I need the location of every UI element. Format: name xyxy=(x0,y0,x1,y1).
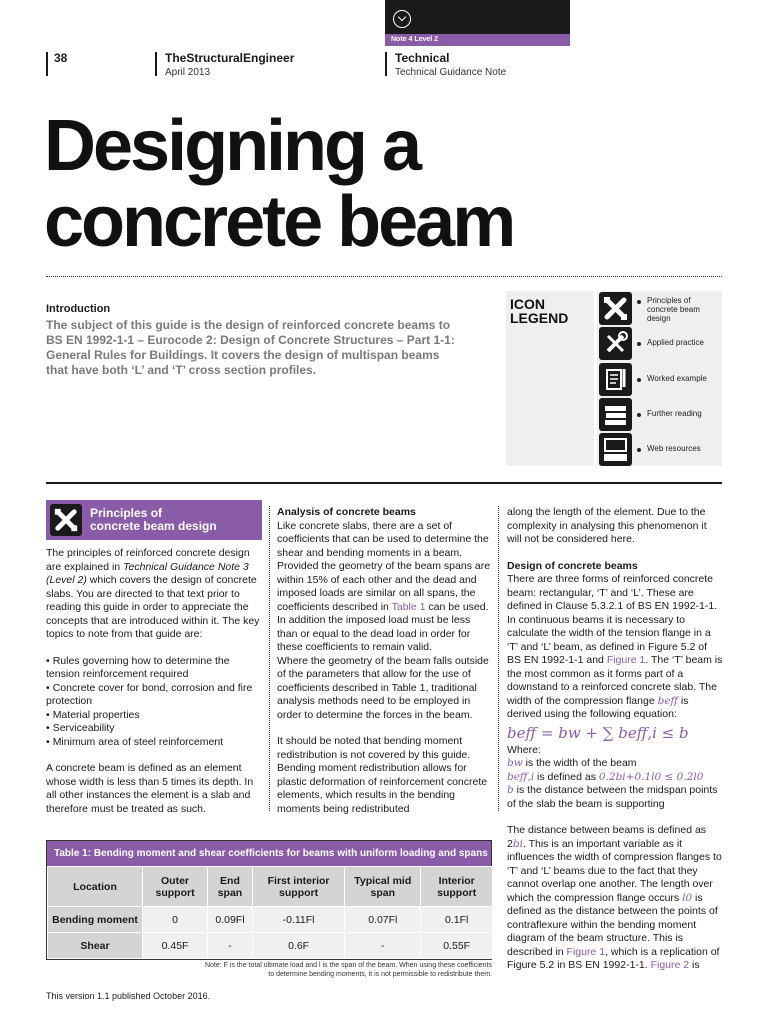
table-cell: 0.6F xyxy=(252,933,344,959)
table-note xyxy=(180,961,492,979)
computer-keyboard-icon xyxy=(599,433,632,466)
legend-bullet xyxy=(637,413,641,417)
section-heading-line: Principles of xyxy=(90,506,163,520)
page-title xyxy=(44,108,513,260)
version-footer: This version 1.1 published October 2016. xyxy=(46,991,211,1001)
section-heading-line: concrete beam design xyxy=(90,519,217,533)
coefficients-table xyxy=(46,840,492,960)
text-run: which covers the design of concrete slabs. You are directed to that text prior to reading this guide in order to appreciate the concepts that are introduced within it. The key topics to note from that guide are: xyxy=(46,574,260,640)
figure-link[interactable]: Figure 2 xyxy=(650,959,690,971)
table-cell: 0.07Fl xyxy=(345,907,421,933)
legend-label: Applied practice xyxy=(647,338,704,347)
table-caption: Table 1: Bending moment and shear coefficients for beams with uniform loading and spans xyxy=(47,841,491,866)
table-row xyxy=(48,933,493,959)
icon-legend xyxy=(506,291,722,466)
text-run: can be used. In addition the imposed load must be less than or equal to the dead load in order for these coefficients to remain valid. xyxy=(277,600,489,653)
subheading: Design of concrete beams xyxy=(507,559,638,572)
table-header-row xyxy=(48,867,493,907)
table-link[interactable]: Table 1 xyxy=(391,600,426,613)
text-run: , which is a replication of Figure 5.2 in BS EN 1992-1-1. xyxy=(507,945,720,971)
paragraph: along the length of the element. Due to the complexity in analysing this phenomenon it will not be considered here. xyxy=(507,506,707,545)
legend-label: Worked example xyxy=(647,374,707,383)
text-run: is the distance between the midspan points of the slab the beam is supporting xyxy=(507,784,718,810)
header-divider xyxy=(385,52,387,76)
column-header: First interior support xyxy=(252,867,344,907)
notepad-pencil-icon xyxy=(599,363,632,396)
legend-item-principles xyxy=(599,292,722,326)
legend-label xyxy=(647,296,700,323)
paragraph: A concrete beam is defined as an element whose width is less than 5 times its depth. In all other instances the element is a slab and therefore must be treated as such. xyxy=(46,762,254,815)
section-divider xyxy=(46,482,722,484)
figure-link[interactable]: Figure 1 xyxy=(606,654,646,666)
text-run: There are three forms of reinforced concrete beam: rectangular, ‘T’ and ‘L’. These are defined in Clause 5.3.2.1 of BS EN 1992-1-1. In continuous beams it is necessary to calculate the width of the tension flange in a ‘T’ and ‘L’ beam, as defined in Figure 5.2 of BS EN 1992-1-1 and xyxy=(507,573,718,666)
legend-item-further-reading xyxy=(599,398,722,432)
table-cell: -0.11Fl xyxy=(252,907,344,933)
tools-cross-icon xyxy=(599,292,632,325)
document-reference: Technical Guidance Note 3 (Level 2) xyxy=(46,560,249,586)
legend-bullet xyxy=(637,448,641,452)
text-run: is xyxy=(689,959,700,971)
text-run: is defined as the distance between the points of contraflexure within the bending moment diagram of the beam structure. This is described in xyxy=(507,891,718,958)
tools-cross-icon xyxy=(50,504,82,536)
text-run: is derived using the following equation: xyxy=(507,694,689,720)
subheading: Analysis of concrete beams xyxy=(277,506,416,518)
issue-date: April 2013 xyxy=(165,67,211,78)
key-topics-list xyxy=(46,655,262,750)
legend-label-line: Principles of xyxy=(647,296,691,305)
table-row xyxy=(48,907,493,933)
row-header: Bending moment xyxy=(48,907,143,933)
paragraph: It should be noted that bending moment redistribution is not covered by this guide. Bending moment redistribution allows for plastic deformation of reinforcement concrete elements, which results in the bending moments being redistributed xyxy=(277,735,488,815)
list-item: • Minimum area of steel reinforcement xyxy=(46,736,262,750)
note-level-tab xyxy=(385,0,570,46)
legend-separator xyxy=(594,291,597,466)
equation: beff = bw + ∑ beff,i ≤ b xyxy=(507,723,689,742)
section-heading-text xyxy=(90,507,217,533)
column-header: Outer support xyxy=(143,867,208,907)
books-icon xyxy=(599,398,632,431)
legend-bullet xyxy=(637,300,641,304)
row-header: Shear xyxy=(48,933,143,959)
math-symbol: beff,i xyxy=(507,770,535,783)
header-divider xyxy=(155,52,157,76)
definition xyxy=(507,771,723,785)
header-divider xyxy=(46,52,48,76)
text-run: . The ‘T’ beam is the most common as it forms part of a downstand to a reinforced concrete slab. The width of the compression flange xyxy=(507,654,723,707)
math-symbol: l0 xyxy=(682,891,693,904)
page-title-line: Designing a xyxy=(44,106,420,186)
legend-title xyxy=(510,297,568,325)
math-symbol: b xyxy=(507,784,514,796)
column-design xyxy=(507,506,723,973)
wrench-screwdriver-icon xyxy=(599,327,632,360)
math-expression: 0.2bi+0.1l0 ≤ 0.2l0 xyxy=(598,770,704,783)
paragraph: Where the geometry of the beam falls outside of the parameters that allow for the use of coefficients described in Table 1, traditional analysis methods need to be employed in order to determine the forces in the beam. xyxy=(277,654,489,721)
column-divider xyxy=(498,506,499,811)
column-divider xyxy=(269,506,270,811)
table-cell: - xyxy=(345,933,421,959)
text-run: is the width of the beam xyxy=(522,757,637,769)
legend-title-line: LEGEND xyxy=(510,310,569,326)
paragraph xyxy=(507,824,723,973)
list-item: • Serviceability xyxy=(46,722,262,736)
definition xyxy=(507,784,723,811)
column-header: End span xyxy=(208,867,253,907)
text-run: . This is an important variable as it influences the width of compression flanges to ‘T’ and ‘L’ beams due to the fact that they cannot overlap one another. The length over which the compression flange occurs xyxy=(507,837,722,904)
table-note-line: Note: F is the total ultimate load and l is the span of the beam. When using these coefficients xyxy=(204,962,492,969)
chevron-down-icon[interactable] xyxy=(393,10,411,28)
column-analysis xyxy=(277,506,493,816)
table-cell: - xyxy=(208,933,253,959)
series-name: Technical Guidance Note xyxy=(395,67,507,78)
legend-bullet xyxy=(637,342,641,346)
column-header: Location xyxy=(48,867,143,907)
figure-link[interactable]: Figure 1 xyxy=(566,945,606,958)
legend-item-applied xyxy=(599,327,722,361)
publication-name: TheStructuralEngineer xyxy=(165,51,295,65)
table-cell: 0.09Fl xyxy=(208,907,253,933)
legend-title-line: ICON xyxy=(510,296,545,312)
page-title-line: concrete beam xyxy=(44,182,514,262)
paragraph: Where: xyxy=(507,743,541,756)
legend-label: Web resources xyxy=(647,444,701,453)
paragraph xyxy=(507,573,723,722)
math-symbol: bi xyxy=(512,837,523,850)
legend-label: Further reading xyxy=(647,409,702,418)
intro-heading: Introduction xyxy=(46,303,111,315)
table-cell: 0.1Fl xyxy=(421,907,493,933)
list-item: • Concrete cover for bond, corrosion and fire protection xyxy=(46,682,262,709)
table-grid xyxy=(47,866,493,959)
paragraph xyxy=(46,547,262,642)
math-symbol: beff xyxy=(657,694,678,707)
table-note-line: to determine bending moments, it is not permissible to redistribute them. xyxy=(268,971,492,978)
text-run: Like concrete slabs, there are a set of coefficients that can be used to determine the shear and bending moments in a beam. Provided the geometry of the beam spans are within 15% of each other and the dead and imposed loads are similar on all spans, the coefficients described in xyxy=(277,519,491,613)
legend-item-worked-example xyxy=(599,363,722,397)
definition xyxy=(507,757,723,771)
column-header: Interior support xyxy=(421,867,493,907)
section-name: Technical xyxy=(395,51,450,65)
section-heading-principles xyxy=(46,500,262,540)
legend-label-line: concrete beam xyxy=(647,305,700,314)
text-run: The principles of reinforced concrete design are explained in xyxy=(46,547,250,573)
column-header: Typical mid span xyxy=(345,867,421,907)
text-run: is defined as xyxy=(534,770,599,783)
intro-text: The subject of this guide is the design of reinforced concrete beams to BS EN 1992-1-1 – Eurocode 2: Design of Concrete Structures – Part 1-1: General Rules for Buildings. It covers the design of multispan beams that have both ‘L’ and ‘T’ cross section profiles. xyxy=(46,318,455,377)
tab-dark-block xyxy=(385,0,570,34)
table-cell: 0.55F xyxy=(421,933,493,959)
legend-bullet xyxy=(637,378,641,382)
text-run: The distance between beams is defined as 2 xyxy=(507,824,707,850)
table-cell: 0.45F xyxy=(143,933,208,959)
page-number: 38 xyxy=(54,51,68,65)
paragraph xyxy=(277,520,493,655)
legend-label-line: design xyxy=(647,314,671,323)
list-item: • Rules governing how to determine the tension reinforcement required xyxy=(46,655,262,682)
math-symbol: bw xyxy=(507,757,523,769)
table-cell: 0 xyxy=(143,907,208,933)
note-level-label: Note 4 Level 2 xyxy=(385,34,570,46)
title-divider xyxy=(46,276,722,277)
legend-item-web-resources xyxy=(599,433,722,467)
list-item: • Material properties xyxy=(46,709,262,723)
column-principles xyxy=(46,547,262,816)
